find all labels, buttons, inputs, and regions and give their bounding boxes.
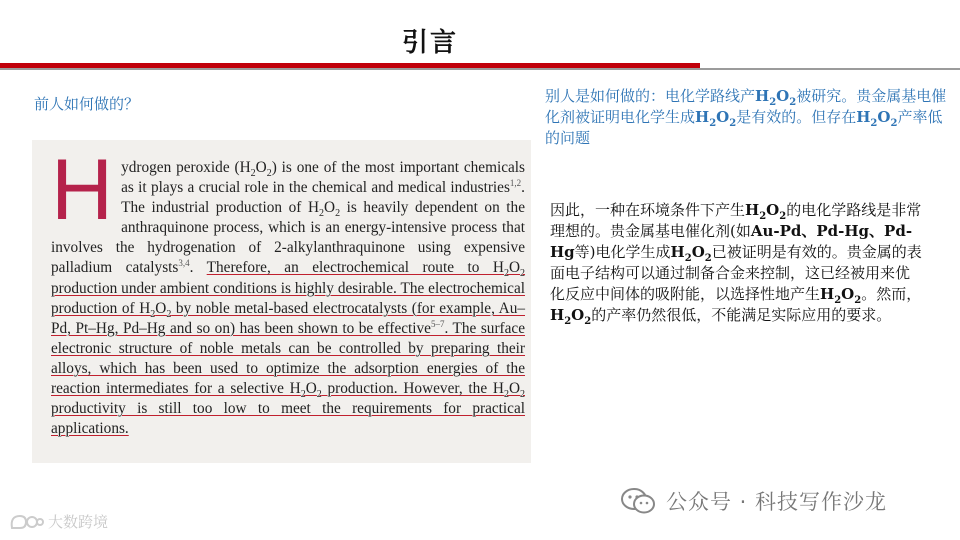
citation: 5–7 xyxy=(430,318,445,329)
drop-cap: H xyxy=(51,142,114,238)
paper-excerpt xyxy=(32,140,531,463)
section-label: 前人如何做的？ xyxy=(34,95,140,113)
citation: 1,2 xyxy=(509,178,522,188)
note-how-others-did: 别人是如何做的：电化学路线产$H_2O_2$被研究。贵金属基电催化剂被证明电化学生成$H_2O_2$是有效的。但存在$H_2O_2$产率低的问题 xyxy=(545,87,947,147)
watermark-wechat xyxy=(620,486,887,516)
citation: 3,4 xyxy=(178,258,190,269)
brand-logo-icon xyxy=(8,512,44,532)
watermark-brand xyxy=(8,511,108,532)
highlight-underline: Therefore, an electrochemical route to $H_2O_2$ production under ambient conditions is highly desirable. The electrochemical production of $H_2O_2$ by noble metal-based electrocatalysts (for example, Au–Pd, Pt–Hg, Pd–Hg and so on) has been shown to be effective$^{5-7}$. The surface electronic structure of noble metals can be controlled by preparing their alloys, which has been used to optimize the adsorption energies of the reaction intermediates for a selective $H_2O_2$ production. However, the $H_2O_2$ productivity is still too low to meet the requirements for practical applications. xyxy=(51,259,526,438)
watermark-text: 公众号 · 科技写作沙龙 xyxy=(666,490,888,514)
slide-title: 引言 xyxy=(401,28,458,58)
note-translation: 因此，一种在环境条件下产生$H_2O_2$的电化学路线是非常理想的。贵金属基电催化剂(如Au-Pd、Pd-Hg、Pd-Hg等)电化学生成$H_2O_2$已被证明是有效的。贵金属的表面电子结构可以通过制备合金来控制，这已经被用来优化反应中间体的吸附能，以选择性地产生$H_2O_2$。然而，$H_2O_2$的产率仍然很低，不能满足实际应用的要求。 xyxy=(550,201,922,327)
excerpt-paragraph: ydrogen peroxide $(H_2O_2)$ is one of the most important chemicals as it plays a crucial role in the chemical and medical industries$^{1,2}$. The industrial production of $H_2O_2$ is heavily dependent on the anthraquinone process, which is an energy-intensive process that involves the hydrogenation of 2-alkylanthraquinone using expensive palladium catalysts$^{3,4}$. Therefore, an electrochemical route to $H_2O_2$ production under ambient conditions is highly desirable. The electrochemical production of $H_2O_2$ by noble metal-based electrocatalysts (for example, Au–Pd, Pt–Hg, Pd–Hg and so on) has been shown to be effective$^{5-7}$. The surface electronic structure of noble metals can be controlled by preparing their alloys, which has been used to optimize the adsorption energies of the reaction intermediates for a selective $H_2O_2$ production. However, the $H_2O_2$ productivity is still too low to meet the requirements for practical applications. xyxy=(51,159,526,438)
wechat-icon xyxy=(620,487,656,515)
watermark-brand-text: 大数跨境 xyxy=(48,513,109,531)
title-rule-grey xyxy=(0,68,960,70)
